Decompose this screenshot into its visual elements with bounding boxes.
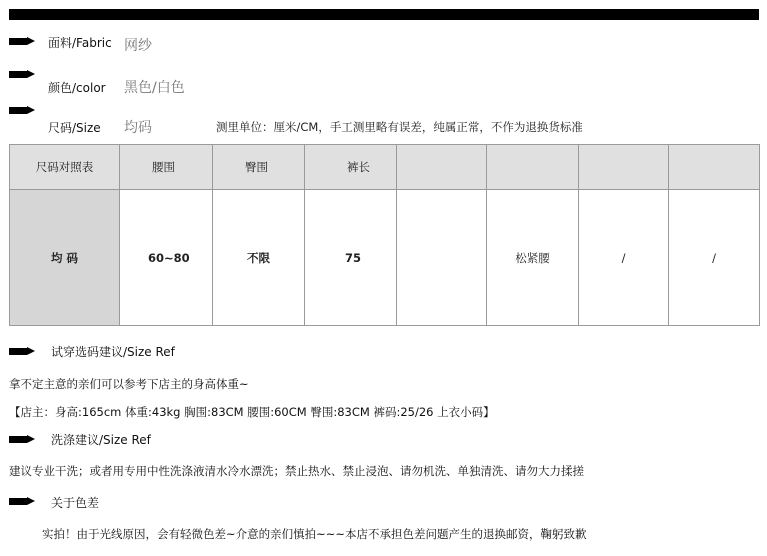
table-row (10, 190, 760, 326)
color-diff-label: 关于色差 (51, 496, 100, 510)
arrow-marker-icon (9, 497, 37, 506)
table-header-cell (487, 145, 579, 190)
table-header-cell: 尺码对照表 (10, 145, 120, 190)
table-header-cell (669, 145, 760, 190)
table-header-cell (579, 145, 669, 190)
table-cell: / (669, 190, 760, 326)
table-cell (397, 190, 487, 326)
arrow-marker-icon (9, 106, 37, 115)
size-ref-line2: 【店主：身高:165cm 体重:43kg 胸围:83CM 腰围:60CM 臀围:83CM 裤码:25/26 上衣小码】 (9, 405, 495, 419)
size-ref-line1: 拿不定主意的亲们可以参考下店主的身高体重~ (9, 377, 249, 391)
table-cell-size: 均 码 (10, 190, 120, 326)
table-cell-waist: 60~80 (120, 190, 213, 326)
table-header-cell: 腰围 (120, 145, 213, 190)
wash-label: 洗涤建议/Size Ref (51, 433, 151, 447)
size-chart-table (9, 144, 760, 326)
size-value: 均码 (124, 120, 152, 136)
table-header-cell (397, 145, 487, 190)
table-header-cell: 臀围 (213, 145, 305, 190)
measurement-note: 测里单位：厘米/CM，手工测里略有误差，纯属正常，不作为退换货标准 (216, 120, 583, 134)
fabric-label: 面料/Fabric (48, 36, 112, 50)
color-label: 颜色/color (48, 81, 106, 95)
arrow-marker-icon (9, 347, 37, 356)
table-cell-hip: 不限 (213, 190, 305, 326)
arrow-marker-icon (9, 37, 37, 46)
wash-text: 建议专业干洗；或者用专用中性洗涤液清水冷水漂洗；禁止热水、禁止浸泡、请勿机洗、单独清洗、请勿大力揉搓 (9, 464, 584, 478)
size-ref-label: 试穿选码建议/Size Ref (51, 345, 175, 359)
arrow-marker-icon (9, 70, 37, 79)
fabric-value: 网纱 (124, 38, 152, 54)
table-cell: / (579, 190, 669, 326)
table-header-row (10, 145, 760, 190)
table-cell-waistband: 松紧腰 (487, 190, 579, 326)
color-value: 黑色/白色 (124, 80, 185, 96)
top-divider-bar (9, 9, 759, 20)
table-header-cell: 裤长 (305, 145, 397, 190)
size-label: 尺码/Size (48, 121, 101, 135)
color-diff-text: 实拍！由于光线原因，会有轻微色差~介意的亲们慎拍~~~本店不承担色差问题产生的退换邮资，鞠躬致歉 (42, 527, 587, 541)
table-cell-length: 75 (305, 190, 397, 326)
arrow-marker-icon (9, 435, 37, 444)
